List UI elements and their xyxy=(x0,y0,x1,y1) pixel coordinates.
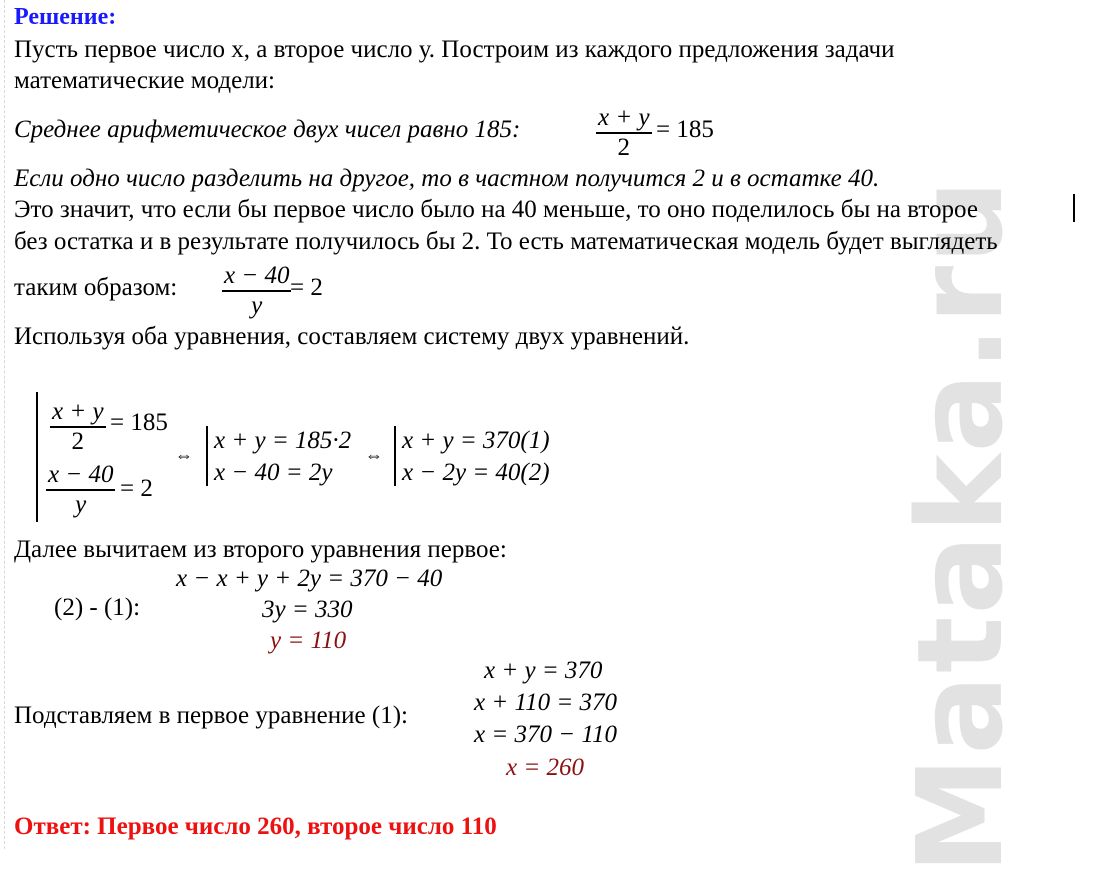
condition-2-fraction xyxy=(222,262,291,320)
subtract-result: y = 110 xyxy=(270,627,347,654)
fraction-denominator: 2 xyxy=(617,134,631,161)
system-intro: Используя оба уравнения, составляем систему двух уравнений. xyxy=(14,323,690,350)
subtract-step-2: 3y = 330 xyxy=(262,596,353,623)
system-2-eq2: x − 40 = 2y xyxy=(214,459,333,486)
system-1-eq1-fraction xyxy=(50,398,106,456)
system-1-eq2-fraction xyxy=(46,461,115,519)
fraction-denominator: y xyxy=(251,292,263,319)
fraction-numerator: x − 40 xyxy=(224,262,290,289)
solution-heading: Решение: xyxy=(14,4,117,30)
system-2-brace xyxy=(206,426,208,486)
substitute-label: Подставляем в первое уравнение (1): xyxy=(14,702,408,729)
system-3-eq1: x + y = 370(1) xyxy=(402,427,550,454)
condition-1-fraction xyxy=(596,104,652,162)
equivalence-arrow-2: ⇔ xyxy=(365,445,383,465)
condition-1-rhs: = 185 xyxy=(656,116,714,143)
text-cursor xyxy=(1073,194,1075,222)
system-1-eq1-rhs: = 185 xyxy=(110,409,168,436)
condition-1-text: Среднее арифметическое двух чисел равно 185: xyxy=(14,116,521,143)
explain-line-2: без остатка и в результате получилось бы 2. То есть математическая модель будет выглядеть xyxy=(14,228,998,255)
substitute-step-1: x + y = 370 xyxy=(484,657,603,684)
substitute-step-2: x + 110 = 370 xyxy=(474,689,617,716)
explain-line-3: таким образом: xyxy=(14,274,178,301)
equivalence-arrow-1: ⇔ xyxy=(175,445,193,465)
system-1-brace xyxy=(36,392,38,522)
system-2-eq1: x + y = 185·2 xyxy=(214,427,352,454)
explain-line-1: Это значит, что если бы первое число было на 40 меньше, то оно поделилось бы на второе xyxy=(14,196,978,223)
fraction-denominator: 2 xyxy=(71,428,85,455)
intro-line-1: Пусть первое число х, а второе число у. Построим из каждого предложения задачи xyxy=(14,36,895,63)
fraction-numerator: x − 40 xyxy=(48,461,114,488)
subtract-step-1: x − x + y + 2y = 370 − 40 xyxy=(176,565,443,592)
system-1-eq2-rhs: = 2 xyxy=(120,475,153,502)
system-3-eq2: x − 2y = 40(2) xyxy=(402,459,550,486)
answer-line: Ответ: Первое число 260, второе число 110 xyxy=(14,813,497,840)
substitute-step-3: x = 370 − 110 xyxy=(474,721,617,748)
substitute-result: x = 260 xyxy=(506,754,584,781)
page-left-border xyxy=(4,0,5,849)
watermark-logo: Mataka.ru xyxy=(891,177,1029,874)
condition-2-rhs: = 2 xyxy=(290,274,323,301)
fraction-numerator: x + y xyxy=(598,104,650,131)
fraction-numerator: x + y xyxy=(52,398,104,425)
subtract-intro: Далее вычитаем из второго уравнения первое: xyxy=(14,536,507,563)
system-3-brace xyxy=(394,426,396,486)
subtract-label: (2) - (1): xyxy=(54,594,141,621)
intro-line-2: математические модели: xyxy=(14,67,275,94)
fraction-denominator: y xyxy=(75,491,87,518)
condition-2-text: Если одно число разделить на другое, то в частном получится 2 и в остатке 40. xyxy=(14,165,880,192)
